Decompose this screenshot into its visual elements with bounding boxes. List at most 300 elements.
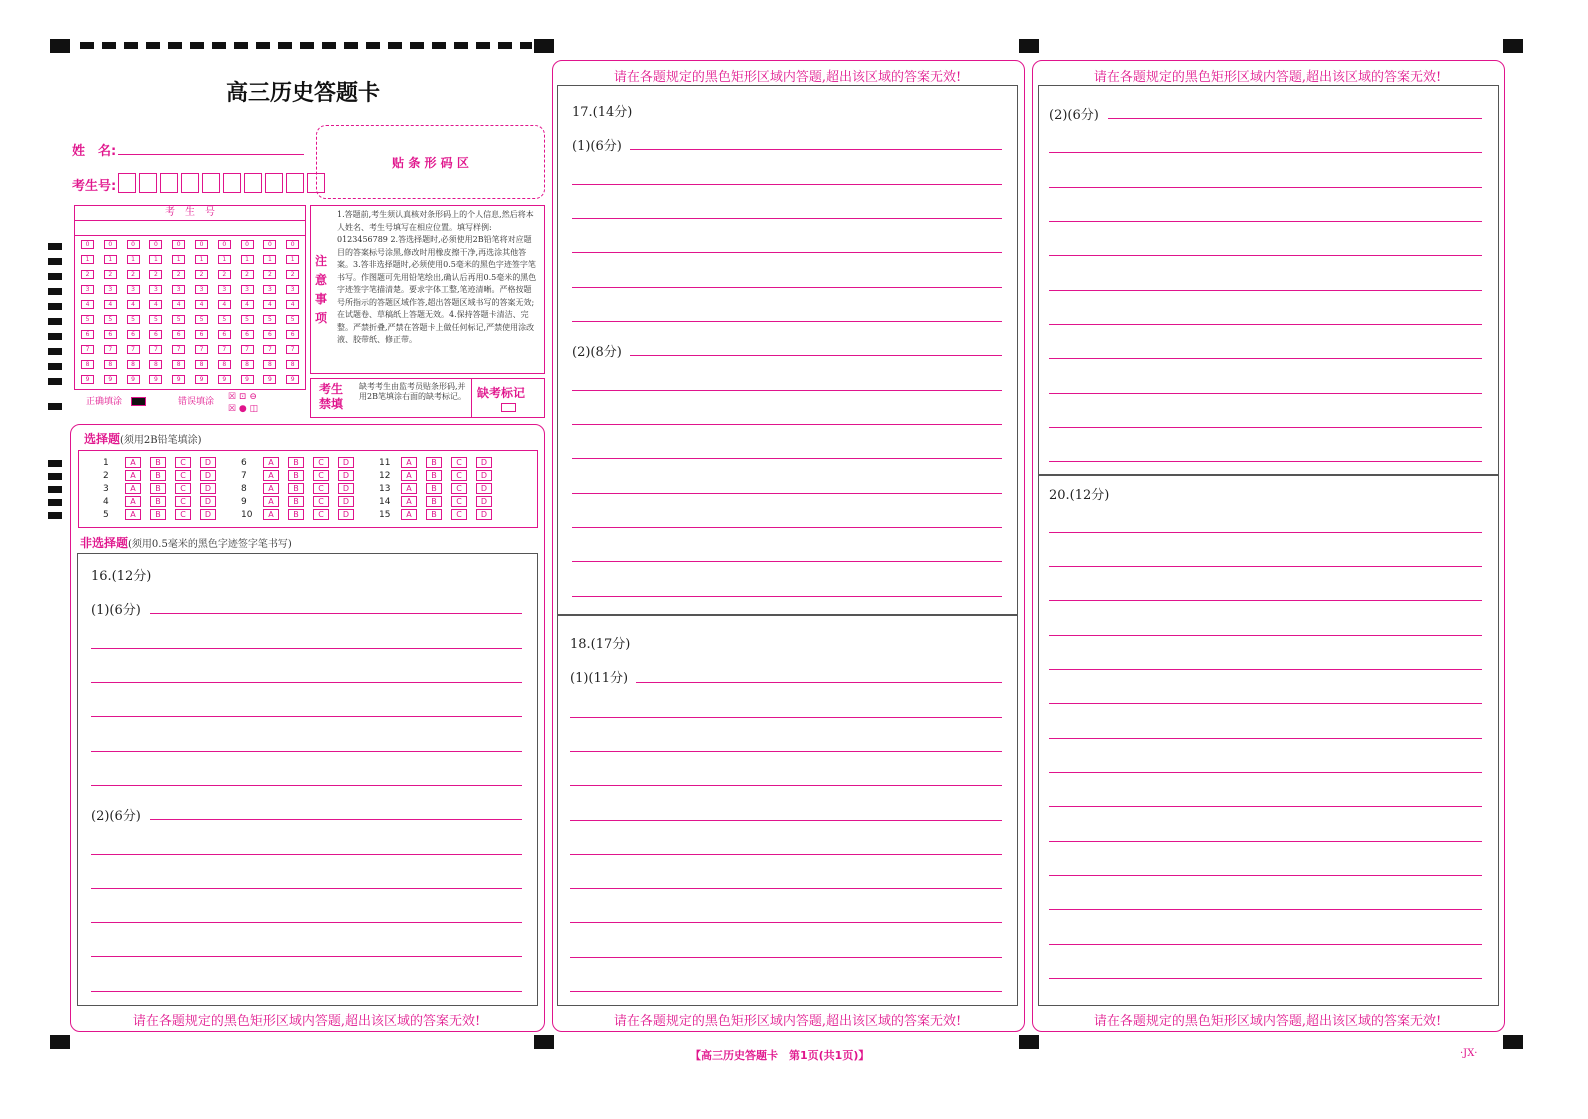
mcq-grid[interactable] bbox=[79, 451, 537, 527]
mcq-option-bubble[interactable]: D bbox=[338, 457, 354, 468]
id-digit-bubble[interactable]: 1 bbox=[81, 255, 94, 264]
answer-line[interactable] bbox=[630, 355, 1002, 356]
id-digit-bubble[interactable]: 0 bbox=[127, 240, 140, 249]
answer-line[interactable] bbox=[570, 888, 1002, 889]
mcq-option-bubble[interactable]: A bbox=[263, 509, 279, 520]
mcq-question-number: 3 bbox=[103, 484, 109, 494]
id-digit-bubble[interactable]: 8 bbox=[127, 360, 140, 369]
id-digit-bubble[interactable]: 1 bbox=[104, 255, 117, 264]
id-digit-bubble[interactable]: 8 bbox=[286, 360, 299, 369]
answer-line[interactable] bbox=[91, 888, 522, 889]
timing-mark-top bbox=[534, 39, 554, 53]
mcq-option-bubble[interactable]: C bbox=[313, 470, 329, 481]
answer-line[interactable] bbox=[572, 493, 1002, 494]
mcq-question-number: 13 bbox=[379, 484, 391, 494]
answer-line[interactable] bbox=[1049, 944, 1482, 945]
id-digit-bubble[interactable]: 1 bbox=[241, 255, 254, 264]
id-digit-bubble[interactable]: 4 bbox=[263, 300, 276, 309]
answer-line[interactable] bbox=[1049, 635, 1482, 636]
id-digit-bubble[interactable]: 5 bbox=[127, 315, 140, 324]
answer-line[interactable] bbox=[91, 648, 522, 649]
id-digit-bubble[interactable]: 5 bbox=[172, 315, 185, 324]
mcq-option-bubble[interactable]: A bbox=[401, 457, 417, 468]
id-digit-bubble[interactable]: 9 bbox=[218, 375, 231, 384]
id-digit-bubble[interactable]: 6 bbox=[195, 330, 208, 339]
q20-title: 20.(12分) bbox=[1049, 488, 1110, 503]
warning-bottom-left: 请在各题规定的黑色矩形区域内答题,超出该区域的答案无效! bbox=[132, 1014, 481, 1029]
answer-line[interactable] bbox=[1049, 255, 1482, 256]
q17-part1-label: (1)(6分) bbox=[572, 139, 622, 154]
mcq-option-bubble[interactable]: D bbox=[476, 483, 492, 494]
ban-text: 缺考考生由监考员贴条形码,并用2B笔填涂右面的缺考标记。 bbox=[359, 382, 466, 401]
timing-mark-top-right bbox=[1503, 39, 1523, 53]
answer-line[interactable] bbox=[91, 785, 522, 786]
answer-line[interactable] bbox=[1049, 909, 1482, 910]
mcq-option-bubble[interactable]: B bbox=[150, 496, 166, 507]
q17-title: 17.(14分) bbox=[572, 105, 633, 120]
id-digit-bubble[interactable]: 4 bbox=[149, 300, 162, 309]
id-digit-bubble[interactable]: 9 bbox=[104, 375, 117, 384]
id-digit-bubble[interactable]: 3 bbox=[218, 285, 231, 294]
answer-line[interactable] bbox=[636, 682, 1002, 683]
mcq-question-number: 2 bbox=[103, 471, 109, 481]
id-digit-bubble[interactable]: 6 bbox=[241, 330, 254, 339]
wrong-fill-marks: ☒ ⊡ ⊖ ☒ ● ◫ bbox=[228, 392, 259, 414]
answer-line[interactable] bbox=[572, 596, 1002, 597]
id-digit-bubble[interactable]: 5 bbox=[149, 315, 162, 324]
mcq-option-bubble[interactable]: A bbox=[263, 483, 279, 494]
id-digit-bubble[interactable]: 2 bbox=[218, 270, 231, 279]
name-label: 姓 名: bbox=[72, 144, 117, 159]
id-digit-bubble[interactable]: 4 bbox=[81, 300, 94, 309]
mcq-question-row bbox=[241, 509, 363, 520]
timing-mark-top bbox=[1019, 39, 1039, 53]
id-digit-bubble[interactable]: 7 bbox=[104, 345, 117, 354]
mcq-option-bubble[interactable]: A bbox=[401, 483, 417, 494]
warning-bottom-middle: 请在各题规定的黑色矩形区域内答题,超出该区域的答案无效! bbox=[613, 1014, 962, 1029]
timing-mark-top-left bbox=[50, 39, 70, 53]
mcq-question-number: 6 bbox=[241, 458, 247, 468]
mcq-option-bubble[interactable]: B bbox=[150, 509, 166, 520]
id-digit-bubble[interactable]: 8 bbox=[218, 360, 231, 369]
mcq-option-bubble[interactable]: C bbox=[175, 457, 191, 468]
answer-line[interactable] bbox=[1049, 978, 1482, 979]
mcq-option-bubble[interactable]: C bbox=[175, 483, 191, 494]
mcq-option-bubble[interactable]: A bbox=[125, 509, 141, 520]
answer-line[interactable] bbox=[91, 682, 522, 683]
mcq-option-bubble[interactable]: C bbox=[451, 470, 467, 481]
id-grid-bubbles[interactable] bbox=[75, 236, 305, 386]
answer-line[interactable] bbox=[91, 854, 522, 855]
id-digit-bubble[interactable]: 2 bbox=[241, 270, 254, 279]
answer-line[interactable] bbox=[1049, 152, 1482, 153]
q16-part2-label: (2)(6分) bbox=[91, 809, 141, 824]
answer-line[interactable] bbox=[1049, 532, 1482, 533]
warning-bottom-right: 请在各题规定的黑色矩形区域内答题,超出该区域的答案无效! bbox=[1093, 1014, 1442, 1029]
absent-label: 缺考标记 bbox=[477, 386, 526, 400]
mcq-option-bubble[interactable]: B bbox=[288, 470, 304, 481]
id-digit-bubble[interactable]: 8 bbox=[172, 360, 185, 369]
mcq-question-number: 1 bbox=[103, 458, 109, 468]
mcq-question-number: 12 bbox=[379, 471, 391, 481]
mcq-option-bubble[interactable]: D bbox=[338, 509, 354, 520]
id-digit-bubble[interactable]: 1 bbox=[127, 255, 140, 264]
id-digit-bubble[interactable]: 4 bbox=[241, 300, 254, 309]
mcq-question-row bbox=[103, 496, 225, 507]
mcq-question-number: 5 bbox=[103, 510, 109, 520]
id-digit-bubble[interactable]: 7 bbox=[127, 345, 140, 354]
mcq-question-number: 9 bbox=[241, 497, 247, 507]
q19-answer-box[interactable] bbox=[1038, 85, 1499, 476]
mcq-option-bubble[interactable]: D bbox=[338, 483, 354, 494]
id-digit-bubble[interactable]: 8 bbox=[149, 360, 162, 369]
id-digit-bubble[interactable]: 2 bbox=[286, 270, 299, 279]
ban-box bbox=[310, 378, 545, 418]
id-digit-bubble[interactable]: 7 bbox=[172, 345, 185, 354]
mcq-option-bubble[interactable]: D bbox=[200, 496, 216, 507]
mcq-option-bubble[interactable]: B bbox=[150, 457, 166, 468]
id-digit-bubble[interactable]: 4 bbox=[127, 300, 140, 309]
mcq-option-bubble[interactable]: B bbox=[150, 483, 166, 494]
id-digit-bubble[interactable]: 5 bbox=[286, 315, 299, 324]
mcq-option-bubble[interactable]: C bbox=[175, 470, 191, 481]
id-digit-bubble[interactable]: 2 bbox=[172, 270, 185, 279]
notes-box bbox=[310, 205, 545, 374]
mcq-option-bubble[interactable]: B bbox=[426, 470, 442, 481]
mcq-option-bubble[interactable]: C bbox=[451, 496, 467, 507]
warning-top-middle: 请在各题规定的黑色矩形区域内答题,超出该区域的答案无效! bbox=[613, 70, 962, 85]
answer-line[interactable] bbox=[1049, 393, 1482, 394]
answer-line[interactable] bbox=[572, 390, 1002, 391]
answer-line[interactable] bbox=[91, 956, 522, 957]
mcq-option-bubble[interactable]: D bbox=[200, 509, 216, 520]
q17-part2-label: (2)(8分) bbox=[572, 345, 622, 360]
timing-mark-bottom-left bbox=[50, 1035, 70, 1049]
id-digit-bubble[interactable]: 2 bbox=[127, 270, 140, 279]
id-digit-bubble[interactable]: 4 bbox=[172, 300, 185, 309]
mcq-question-number: 7 bbox=[241, 471, 247, 481]
barcode-label: 贴 条 形 码 区 bbox=[392, 156, 469, 170]
footer-code: ·JX· bbox=[1460, 1048, 1478, 1059]
id-digit-bubble[interactable]: 4 bbox=[286, 300, 299, 309]
id-digit-bubble[interactable]: 6 bbox=[81, 330, 94, 339]
answer-line[interactable] bbox=[570, 991, 1002, 992]
answer-line[interactable] bbox=[1049, 772, 1482, 773]
mcq-option-bubble[interactable]: A bbox=[125, 483, 141, 494]
id-digit-bubble[interactable]: 8 bbox=[241, 360, 254, 369]
answer-line[interactable] bbox=[572, 287, 1002, 288]
answer-line[interactable] bbox=[91, 716, 522, 717]
q17-answer-box[interactable] bbox=[557, 85, 1018, 616]
answer-line[interactable] bbox=[1049, 600, 1482, 601]
mcq-option-bubble[interactable]: D bbox=[476, 509, 492, 520]
q18-title: 18.(17分) bbox=[570, 637, 631, 652]
mcq-question-row bbox=[379, 457, 501, 468]
id-digit-bubble[interactable]: 3 bbox=[127, 285, 140, 294]
answer-line[interactable] bbox=[572, 561, 1002, 562]
id-digit-bubble[interactable]: 9 bbox=[127, 375, 140, 384]
id-digit-bubble[interactable]: 0 bbox=[241, 240, 254, 249]
id-digit-bubble[interactable]: 7 bbox=[286, 345, 299, 354]
nonmcq-heading: 非选择题(须用0.5毫米的黑色字迹签字笔书写) bbox=[80, 536, 292, 550]
mcq-option-bubble[interactable]: A bbox=[125, 457, 141, 468]
answer-line[interactable] bbox=[1049, 669, 1482, 670]
id-digit-bubble[interactable]: 3 bbox=[172, 285, 185, 294]
mcq-option-bubble[interactable]: C bbox=[313, 483, 329, 494]
id-digit-bubble[interactable]: 5 bbox=[241, 315, 254, 324]
id-digit-bubble[interactable]: 7 bbox=[263, 345, 276, 354]
mcq-question-number: 8 bbox=[241, 484, 247, 494]
mcq-question-row bbox=[103, 470, 225, 481]
mcq-box bbox=[78, 450, 538, 528]
id-digit-bubble[interactable]: 6 bbox=[263, 330, 276, 339]
id-label: 考生号: bbox=[72, 179, 117, 194]
mcq-option-bubble[interactable]: D bbox=[476, 470, 492, 481]
answer-line[interactable] bbox=[1049, 187, 1482, 188]
answer-line[interactable] bbox=[630, 149, 1002, 150]
id-digit-bubble[interactable]: 2 bbox=[195, 270, 208, 279]
id-digit-bubble[interactable]: 3 bbox=[149, 285, 162, 294]
id-digit-bubble[interactable]: 2 bbox=[81, 270, 94, 279]
q16-answer-box[interactable] bbox=[77, 553, 538, 1006]
answer-line[interactable] bbox=[1049, 566, 1482, 567]
id-digit-bubble[interactable]: 3 bbox=[241, 285, 254, 294]
timing-dash-strip bbox=[80, 42, 532, 49]
id-digit-bubble[interactable]: 9 bbox=[149, 375, 162, 384]
mcq-question-row bbox=[241, 470, 363, 481]
mcq-option-bubble[interactable]: B bbox=[288, 483, 304, 494]
wrong-fill-example: 错误填涂 bbox=[178, 397, 215, 407]
id-digit-bubble[interactable]: 0 bbox=[218, 240, 231, 249]
answer-line[interactable] bbox=[1049, 358, 1482, 359]
notes-heading: 注意事项 bbox=[315, 254, 328, 325]
id-digit-bubble[interactable]: 3 bbox=[286, 285, 299, 294]
mcq-option-bubble[interactable]: D bbox=[476, 457, 492, 468]
id-digit-bubble[interactable]: 1 bbox=[149, 255, 162, 264]
timing-mark-bottom bbox=[1019, 1035, 1039, 1049]
id-digit-bubble[interactable]: 5 bbox=[104, 315, 117, 324]
mcq-heading: 选择题(须用2B铅笔填涂) bbox=[84, 432, 202, 446]
answer-line[interactable] bbox=[572, 424, 1002, 425]
id-digit-bubble[interactable]: 6 bbox=[127, 330, 140, 339]
q18-part1-label: (1)(11分) bbox=[570, 671, 629, 686]
id-digit-bubble[interactable]: 1 bbox=[286, 255, 299, 264]
id-digit-bubble[interactable]: 7 bbox=[195, 345, 208, 354]
id-digit-bubble[interactable]: 7 bbox=[149, 345, 162, 354]
id-digit-bubble[interactable]: 3 bbox=[104, 285, 117, 294]
mcq-option-bubble[interactable]: C bbox=[313, 496, 329, 507]
mcq-question-row bbox=[103, 509, 225, 520]
id-digit-bubble[interactable]: 7 bbox=[241, 345, 254, 354]
timing-mark-bottom bbox=[534, 1035, 554, 1049]
correct-fill-example: 正确填涂 bbox=[86, 396, 146, 409]
id-digit-bubble[interactable]: 6 bbox=[149, 330, 162, 339]
mcq-option-bubble[interactable]: B bbox=[426, 496, 442, 507]
answer-line[interactable] bbox=[150, 819, 522, 820]
id-digit-bubble[interactable]: 0 bbox=[263, 240, 276, 249]
id-digit-bubble[interactable]: 5 bbox=[81, 315, 94, 324]
mcq-question-row bbox=[379, 509, 501, 520]
mcq-option-bubble[interactable]: B bbox=[426, 457, 442, 468]
mcq-option-bubble[interactable]: B bbox=[426, 483, 442, 494]
id-digit-bubble[interactable]: 9 bbox=[195, 375, 208, 384]
answer-line[interactable] bbox=[91, 922, 522, 923]
mcq-option-bubble[interactable]: D bbox=[476, 496, 492, 507]
mcq-option-bubble[interactable]: D bbox=[338, 470, 354, 481]
id-digit-bubble[interactable]: 9 bbox=[241, 375, 254, 384]
mcq-option-bubble[interactable]: C bbox=[451, 483, 467, 494]
mcq-question-row bbox=[241, 483, 363, 494]
answer-line[interactable] bbox=[91, 751, 522, 752]
answer-line[interactable] bbox=[1049, 427, 1482, 428]
id-digit-bubble[interactable]: 3 bbox=[263, 285, 276, 294]
mcq-option-bubble[interactable]: C bbox=[175, 496, 191, 507]
mcq-question-row bbox=[241, 496, 363, 507]
id-digit-bubble[interactable]: 3 bbox=[81, 285, 94, 294]
id-digit-bubble[interactable]: 0 bbox=[286, 240, 299, 249]
mcq-option-bubble[interactable]: B bbox=[288, 457, 304, 468]
id-digit-bubble[interactable]: 6 bbox=[104, 330, 117, 339]
id-digit-bubble[interactable]: 2 bbox=[263, 270, 276, 279]
answer-line[interactable] bbox=[570, 957, 1002, 958]
q20-answer-box[interactable] bbox=[1038, 474, 1499, 1006]
answer-line[interactable] bbox=[1049, 841, 1482, 842]
name-field[interactable] bbox=[118, 154, 304, 155]
mcq-option-bubble[interactable]: B bbox=[426, 509, 442, 520]
barcode-area bbox=[316, 125, 545, 199]
answer-line[interactable] bbox=[1049, 703, 1482, 704]
id-digit-bubble[interactable]: 1 bbox=[218, 255, 231, 264]
mcq-option-bubble[interactable]: B bbox=[288, 496, 304, 507]
id-digit-bubble[interactable]: 1 bbox=[195, 255, 208, 264]
id-digit-bubble[interactable]: 7 bbox=[81, 345, 94, 354]
answer-line[interactable] bbox=[572, 321, 1002, 322]
id-digit-bubble[interactable]: 0 bbox=[172, 240, 185, 249]
id-digit-bubble[interactable]: 5 bbox=[263, 315, 276, 324]
id-digit-bubble[interactable]: 0 bbox=[81, 240, 94, 249]
id-digit-bubble[interactable]: 4 bbox=[104, 300, 117, 309]
id-digit-bubble[interactable]: 9 bbox=[286, 375, 299, 384]
answer-line[interactable] bbox=[1049, 875, 1482, 876]
id-digit-bubble[interactable]: 1 bbox=[172, 255, 185, 264]
answer-line[interactable] bbox=[572, 527, 1002, 528]
mcq-question-number: 4 bbox=[103, 497, 109, 507]
id-digit-bubble[interactable]: 8 bbox=[81, 360, 94, 369]
id-digit-bubble[interactable]: 9 bbox=[263, 375, 276, 384]
ban-label: 考生禁填 bbox=[319, 382, 344, 411]
mcq-option-bubble[interactable]: D bbox=[338, 496, 354, 507]
mcq-question-number: 15 bbox=[379, 510, 391, 520]
mcq-option-bubble[interactable]: C bbox=[451, 457, 467, 468]
answer-line[interactable] bbox=[91, 991, 522, 992]
id-digit-bubble[interactable]: 9 bbox=[172, 375, 185, 384]
id-grid-header: 考 生 号 bbox=[75, 206, 305, 221]
answer-line[interactable] bbox=[572, 252, 1002, 253]
answer-line[interactable] bbox=[570, 922, 1002, 923]
warning-top-right: 请在各题规定的黑色矩形区域内答题,超出该区域的答案无效! bbox=[1093, 70, 1442, 85]
id-digit-bubble[interactable]: 2 bbox=[104, 270, 117, 279]
answer-line[interactable] bbox=[570, 785, 1002, 786]
mcq-option-bubble[interactable]: C bbox=[313, 457, 329, 468]
id-digit-bubble[interactable]: 2 bbox=[149, 270, 162, 279]
q16-title: 16.(12分) bbox=[91, 569, 152, 584]
id-digit-bubble[interactable]: 8 bbox=[104, 360, 117, 369]
notes-text: 1.答题前,考生须认真核对条形码上的个人信息,然后将本人姓名、考生号填写在相应位置。填写样例: 0123456789 2.答选择题时,必须使用2B铅笔将对应题目的答案标号涂黑,修改时用橡皮擦干净,再选涂其他答案。3.答非选择题时,必须使用0.5毫米的黑色字迹签字笔书写。作图题可先用铅笔绘出,确认后再用0.5毫米的黑色字迹签字笔描清楚。要求字体工整,笔迹清晰。严格按题号所指示的答题区域作答,超出答题区域书写的答案无效;在试题卷、草稿纸上答题无效。4.保持答题卡清洁、完整。严禁折叠,严禁在答题卡上做任何标记,严禁使用涂改液、胶带纸、修正带。 bbox=[337, 210, 537, 344]
id-boxes[interactable] bbox=[118, 172, 328, 193]
answer-line[interactable] bbox=[572, 458, 1002, 459]
answer-line[interactable] bbox=[1049, 290, 1482, 291]
mcq-option-bubble[interactable]: A bbox=[401, 496, 417, 507]
id-digit-bubble[interactable]: 0 bbox=[195, 240, 208, 249]
answer-line[interactable] bbox=[572, 184, 1002, 185]
absent-bubble[interactable] bbox=[501, 403, 516, 412]
id-digit-bubble[interactable]: 6 bbox=[218, 330, 231, 339]
id-digit-bubble[interactable]: 9 bbox=[81, 375, 94, 384]
mcq-option-bubble[interactable]: A bbox=[401, 470, 417, 481]
answer-line[interactable] bbox=[572, 218, 1002, 219]
mcq-option-bubble[interactable]: C bbox=[175, 509, 191, 520]
mcq-question-number: 14 bbox=[379, 497, 391, 507]
mcq-option-bubble[interactable]: B bbox=[288, 509, 304, 520]
answer-line[interactable] bbox=[1049, 221, 1482, 222]
id-digit-bubble[interactable]: 5 bbox=[195, 315, 208, 324]
answer-line[interactable] bbox=[570, 820, 1002, 821]
mcq-option-bubble[interactable]: A bbox=[125, 496, 141, 507]
answer-line[interactable] bbox=[150, 613, 522, 614]
answer-line[interactable] bbox=[570, 717, 1002, 718]
id-digit-bubble[interactable]: 3 bbox=[195, 285, 208, 294]
mcq-question-number: 10 bbox=[241, 510, 253, 520]
id-digit-bubble[interactable]: 6 bbox=[286, 330, 299, 339]
mcq-question-row bbox=[103, 457, 225, 468]
id-grid bbox=[74, 205, 306, 390]
timing-mark-bottom-right bbox=[1503, 1035, 1523, 1049]
answer-line[interactable] bbox=[1049, 324, 1482, 325]
id-digit-bubble[interactable]: 1 bbox=[263, 255, 276, 264]
mcq-option-bubble[interactable]: A bbox=[125, 470, 141, 481]
id-digit-bubble[interactable]: 8 bbox=[263, 360, 276, 369]
id-digit-bubble[interactable]: 5 bbox=[218, 315, 231, 324]
mcq-question-row bbox=[241, 457, 363, 468]
answer-line[interactable] bbox=[1108, 118, 1482, 119]
id-digit-bubble[interactable]: 4 bbox=[218, 300, 231, 309]
mcq-option-bubble[interactable]: C bbox=[451, 509, 467, 520]
mcq-question-row bbox=[379, 470, 501, 481]
id-digit-bubble[interactable]: 7 bbox=[218, 345, 231, 354]
answer-line[interactable] bbox=[570, 751, 1002, 752]
mcq-question-row bbox=[379, 496, 501, 507]
answer-line[interactable] bbox=[1049, 806, 1482, 807]
mcq-option-bubble[interactable]: A bbox=[401, 509, 417, 520]
id-digit-bubble[interactable]: 0 bbox=[104, 240, 117, 249]
id-digit-bubble[interactable]: 0 bbox=[149, 240, 162, 249]
answer-line[interactable] bbox=[1049, 461, 1482, 462]
mcq-option-bubble[interactable]: D bbox=[200, 470, 216, 481]
answer-line[interactable] bbox=[1049, 738, 1482, 739]
card-title: 高三历史答题卡 bbox=[226, 81, 381, 106]
id-digit-bubble[interactable]: 4 bbox=[195, 300, 208, 309]
mcq-option-bubble[interactable]: B bbox=[150, 470, 166, 481]
mcq-option-bubble[interactable]: D bbox=[200, 457, 216, 468]
answer-line[interactable] bbox=[570, 854, 1002, 855]
mcq-option-bubble[interactable]: D bbox=[200, 483, 216, 494]
mcq-option-bubble[interactable]: C bbox=[313, 509, 329, 520]
mcq-option-bubble[interactable]: A bbox=[263, 470, 279, 481]
id-digit-bubble[interactable]: 6 bbox=[172, 330, 185, 339]
id-digit-bubble[interactable]: 8 bbox=[195, 360, 208, 369]
mcq-option-bubble[interactable]: A bbox=[263, 457, 279, 468]
mcq-option-bubble[interactable]: A bbox=[263, 496, 279, 507]
